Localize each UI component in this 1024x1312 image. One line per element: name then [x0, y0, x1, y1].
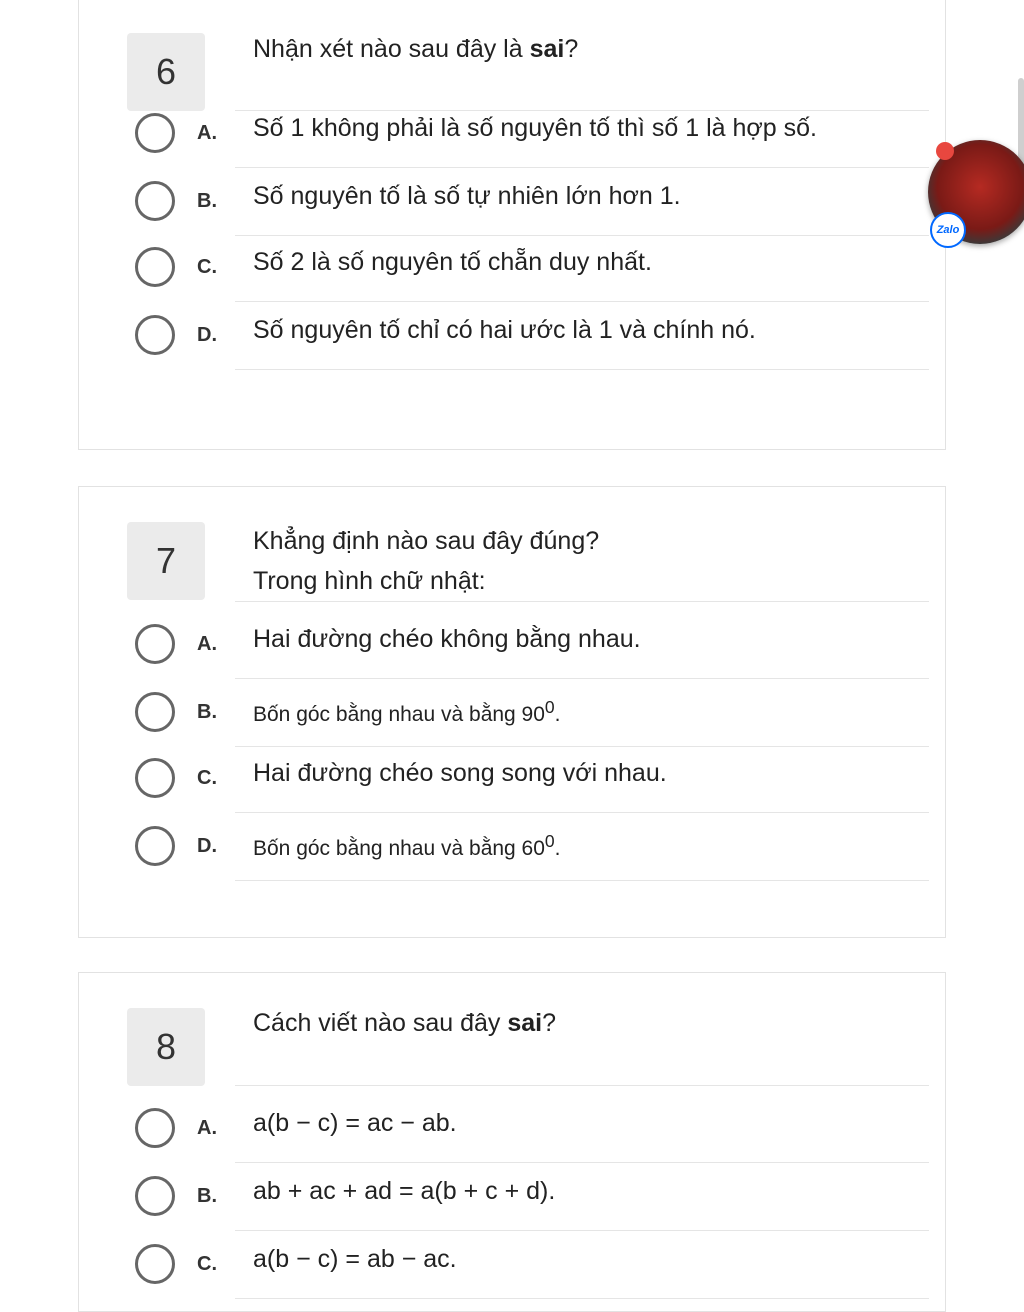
- question-text: [253, 29, 929, 69]
- question-subtext: Trong hình chữ nhật:: [253, 567, 486, 595]
- option-text-main: a(b − c) = ab − ac.: [253, 1245, 457, 1273]
- option-letter: A.: [197, 1117, 217, 1139]
- option-text: [253, 759, 667, 788]
- divider: [235, 1298, 929, 1299]
- option-letter: D.: [197, 835, 217, 857]
- answer-option[interactable]: [79, 813, 947, 881]
- answer-option[interactable]: [79, 1231, 947, 1299]
- question-text: [253, 521, 929, 601]
- question-number: 6: [127, 33, 205, 111]
- option-text-main: Số 2 là số nguyên tố chẵn duy nhất.: [253, 248, 652, 276]
- option-letter: B.: [197, 701, 217, 723]
- radio-button[interactable]: [135, 826, 175, 866]
- option-text-main: Hai đường chéo không bằng nhau.: [253, 625, 641, 653]
- option-text-main: Bốn góc bằng nhau và bằng 60: [253, 837, 545, 860]
- option-text: [253, 248, 652, 277]
- question-number: 7: [127, 522, 205, 600]
- question-text-segment: Khẳng định nào sau đây đúng?: [253, 527, 600, 555]
- radio-button[interactable]: [135, 1176, 175, 1216]
- question-text-segment: Nhận xét nào sau đây là: [253, 35, 530, 63]
- option-text: [253, 697, 561, 727]
- option-text-main: a(b − c) = ac − ab.: [253, 1109, 457, 1137]
- option-letter: C.: [197, 767, 217, 789]
- question-emphasis: sai: [507, 1009, 543, 1037]
- divider: [235, 369, 929, 370]
- option-letter: B.: [197, 190, 217, 212]
- question-emphasis: sai: [529, 35, 565, 63]
- option-letter: A.: [197, 122, 217, 144]
- superscript: 0: [544, 697, 555, 717]
- option-text-main: Bốn góc bằng nhau và bằng 90: [253, 703, 545, 726]
- option-text: [253, 316, 756, 345]
- radio-button[interactable]: [135, 624, 175, 664]
- answer-option[interactable]: [79, 234, 947, 302]
- radio-button[interactable]: [135, 181, 175, 221]
- option-text-tail: .: [554, 703, 561, 726]
- divider: [235, 601, 929, 602]
- answer-option[interactable]: [79, 679, 947, 747]
- answer-option[interactable]: [79, 1095, 947, 1163]
- radio-button[interactable]: [135, 1108, 175, 1148]
- superscript: 0: [544, 831, 555, 851]
- option-text-main: Số nguyên tố chỉ có hai ước là 1 và chính nó.: [253, 316, 756, 344]
- question-card: [78, 972, 946, 1312]
- answer-option[interactable]: [79, 168, 947, 236]
- option-text-main: Số nguyên tố là số tự nhiên lớn hơn 1.: [253, 182, 681, 210]
- question-number: 8: [127, 1008, 205, 1086]
- radio-button[interactable]: [135, 113, 175, 153]
- option-text: [253, 1109, 457, 1138]
- radio-button[interactable]: [135, 758, 175, 798]
- option-text: [253, 182, 681, 211]
- question-text: [253, 1003, 929, 1043]
- option-text-tail: .: [554, 837, 561, 860]
- option-letter: C.: [197, 1253, 217, 1275]
- option-text: [253, 114, 817, 143]
- question-card: [78, 486, 946, 938]
- option-letter: D.: [197, 324, 217, 346]
- radio-button[interactable]: [135, 315, 175, 355]
- option-text: [253, 625, 641, 654]
- option-letter: B.: [197, 1185, 217, 1207]
- option-letter: A.: [197, 633, 217, 655]
- answer-option[interactable]: [79, 302, 947, 370]
- question-text-segment: Cách viết nào sau đây: [253, 1009, 508, 1037]
- divider: [235, 880, 929, 881]
- divider: [235, 1085, 929, 1086]
- answer-option[interactable]: [79, 1163, 947, 1231]
- notification-dot: [936, 142, 954, 160]
- radio-button[interactable]: [135, 247, 175, 287]
- question-text-segment: ?: [542, 1009, 556, 1037]
- option-letter: C.: [197, 256, 217, 278]
- option-text-main: ab + ac + ad = a(b + c + d).: [253, 1177, 556, 1205]
- option-text-main: Hai đường chéo song song với nhau.: [253, 759, 667, 787]
- zalo-badge-icon: Zalo: [930, 212, 966, 248]
- question-text-segment: ?: [564, 35, 579, 63]
- radio-button[interactable]: [135, 692, 175, 732]
- radio-button[interactable]: [135, 1244, 175, 1284]
- answer-option[interactable]: [79, 745, 947, 813]
- answer-option[interactable]: [79, 100, 947, 168]
- answer-option[interactable]: [79, 611, 947, 679]
- option-text-main: Số 1 không phải là số nguyên tố thì số 1 là hợp số.: [253, 114, 818, 142]
- option-text: [253, 1245, 457, 1274]
- option-text: [253, 1177, 555, 1206]
- option-text: [253, 831, 561, 861]
- question-card: [78, 0, 946, 450]
